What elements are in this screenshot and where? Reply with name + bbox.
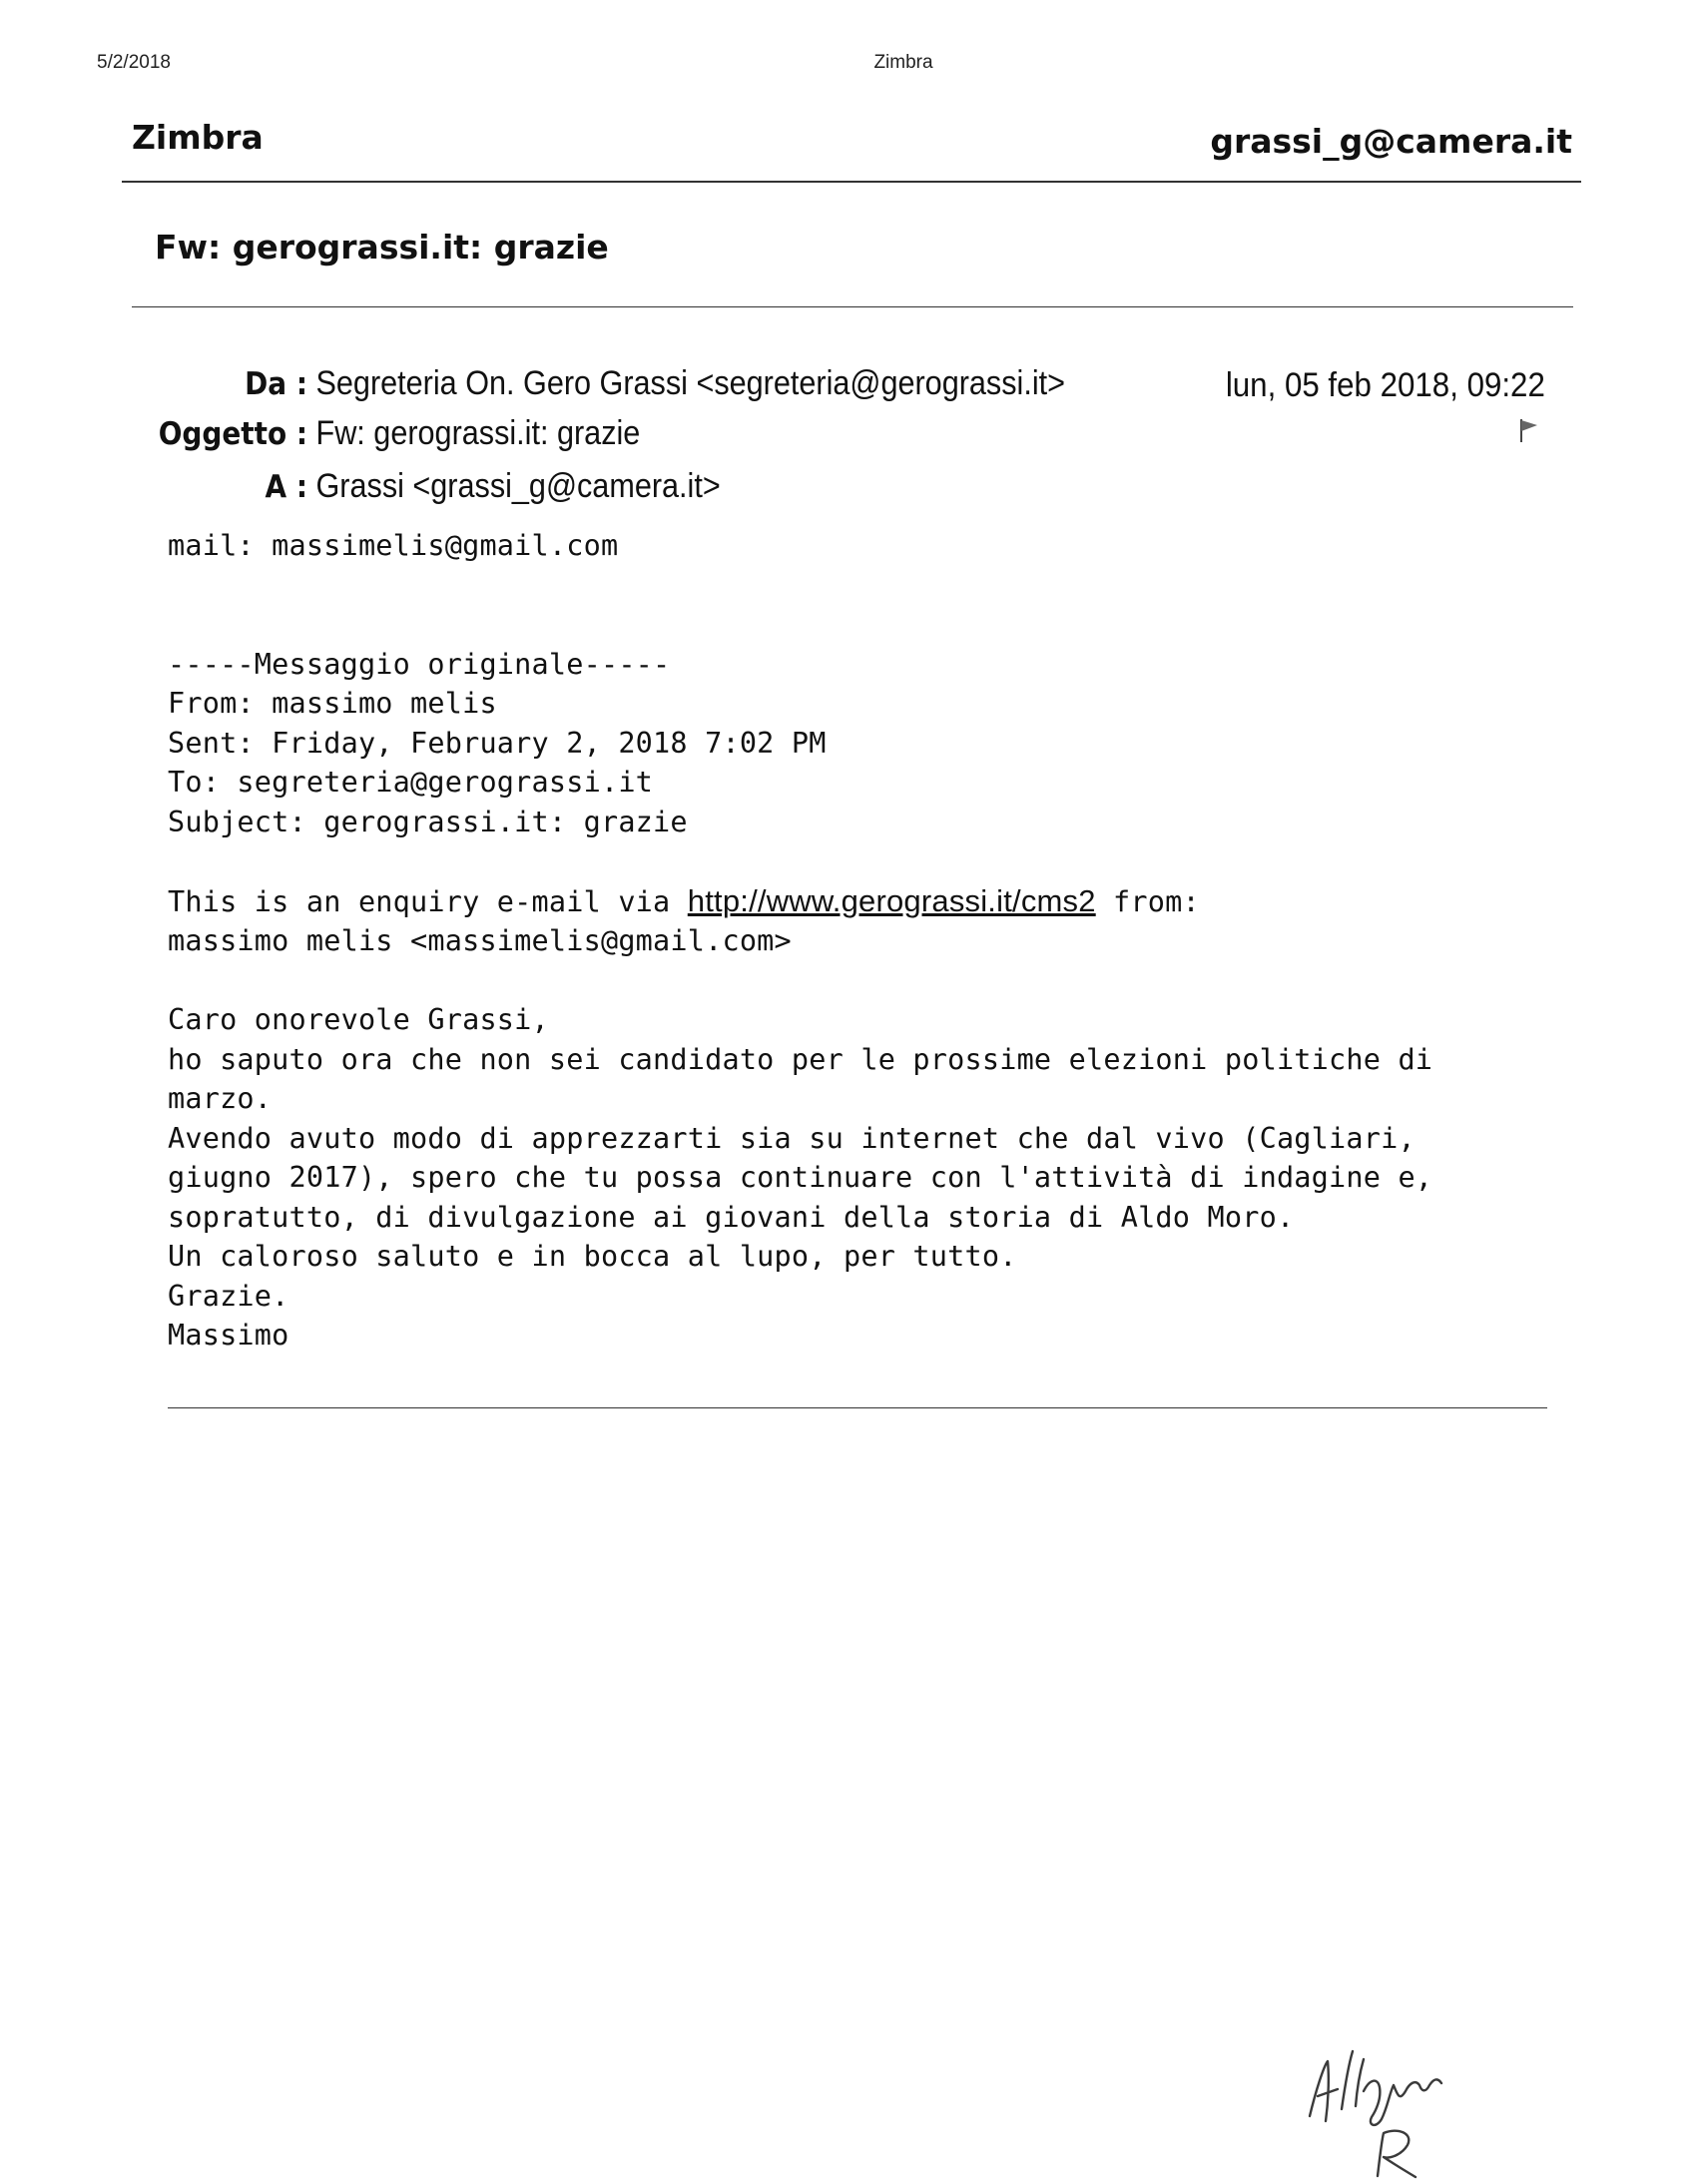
flag-icon[interactable] — [1518, 417, 1540, 443]
original-message-marker: -----Messaggio originale----- — [168, 647, 671, 681]
account-email: grassi_g@camera.it — [1210, 122, 1572, 161]
to-value[interactable]: Grassi <grassi_g@camera.it> — [315, 467, 721, 505]
from-value[interactable]: Segreteria On. Gero Grassi <segreteria@gerograssi.it> — [315, 364, 1066, 402]
body-line-5: sopratutto, di divulgazione ai giovani della storia di Aldo Moro. — [168, 1200, 1295, 1234]
greeting: Caro onorevole Grassi, — [168, 1003, 549, 1036]
mail-line: mail: massimelis@gmail.com — [168, 529, 619, 562]
body-line-1: ho saputo ora che non sei candidato per le prossime elezioni politiche di — [168, 1042, 1433, 1076]
body-line-4: giugno 2017), spero che tu possa continuare con l'attività di indagine e, — [168, 1161, 1433, 1194]
original-from: From: massimo melis — [168, 687, 497, 720]
print-date: 5/2/2018 — [97, 52, 171, 73]
print-app-name: Zimbra — [873, 52, 933, 73]
handwritten-signature — [1298, 2021, 1477, 2181]
message-body — [168, 526, 1585, 1356]
from-label: Da : — [245, 366, 307, 402]
original-sent: Sent: Friday, February 2, 2018 7:02 PM — [168, 726, 827, 760]
to-label: A : — [265, 469, 307, 505]
subject-row — [155, 414, 640, 453]
title-divider — [132, 306, 1573, 307]
body-line-3: Avendo avuto modo di apprezzarti sia su internet che dal vivo (Cagliari, — [168, 1121, 1415, 1155]
message-title: Fw: gerograssi.it: grazie — [155, 228, 609, 267]
original-to: To: segreteria@gerograssi.it — [168, 766, 654, 799]
signoff-line: Massimo — [168, 1319, 289, 1352]
thanks-line: Grazie. — [168, 1279, 289, 1313]
enquiry-line — [168, 881, 1585, 922]
subject-label: Oggetto : — [158, 416, 307, 452]
body-divider — [168, 1407, 1547, 1408]
to-row — [155, 467, 721, 506]
from-row — [155, 364, 1065, 403]
app-name: Zimbra — [132, 118, 264, 157]
enquiry-prefix: This is an enquiry e-mail via — [168, 884, 688, 918]
original-subject: Subject: gerograssi.it: grazie — [168, 805, 688, 838]
enquiry-suffix: from: — [1095, 884, 1200, 918]
enquiry-link[interactable]: http://www.gerograssi.it/cms2 — [687, 882, 1096, 918]
body-line-2: marzo. — [168, 1082, 273, 1115]
subject-value: Fw: gerograssi.it: grazie — [315, 414, 641, 452]
body-line-6: Un caloroso saluto e in bocca al lupo, per tutto. — [168, 1240, 1017, 1273]
message-date: lun, 05 feb 2018, 09:22 — [1225, 366, 1545, 404]
enquiry-sender: massimo melis <massimelis@gmail.com> — [168, 924, 792, 957]
header-divider — [122, 181, 1581, 183]
